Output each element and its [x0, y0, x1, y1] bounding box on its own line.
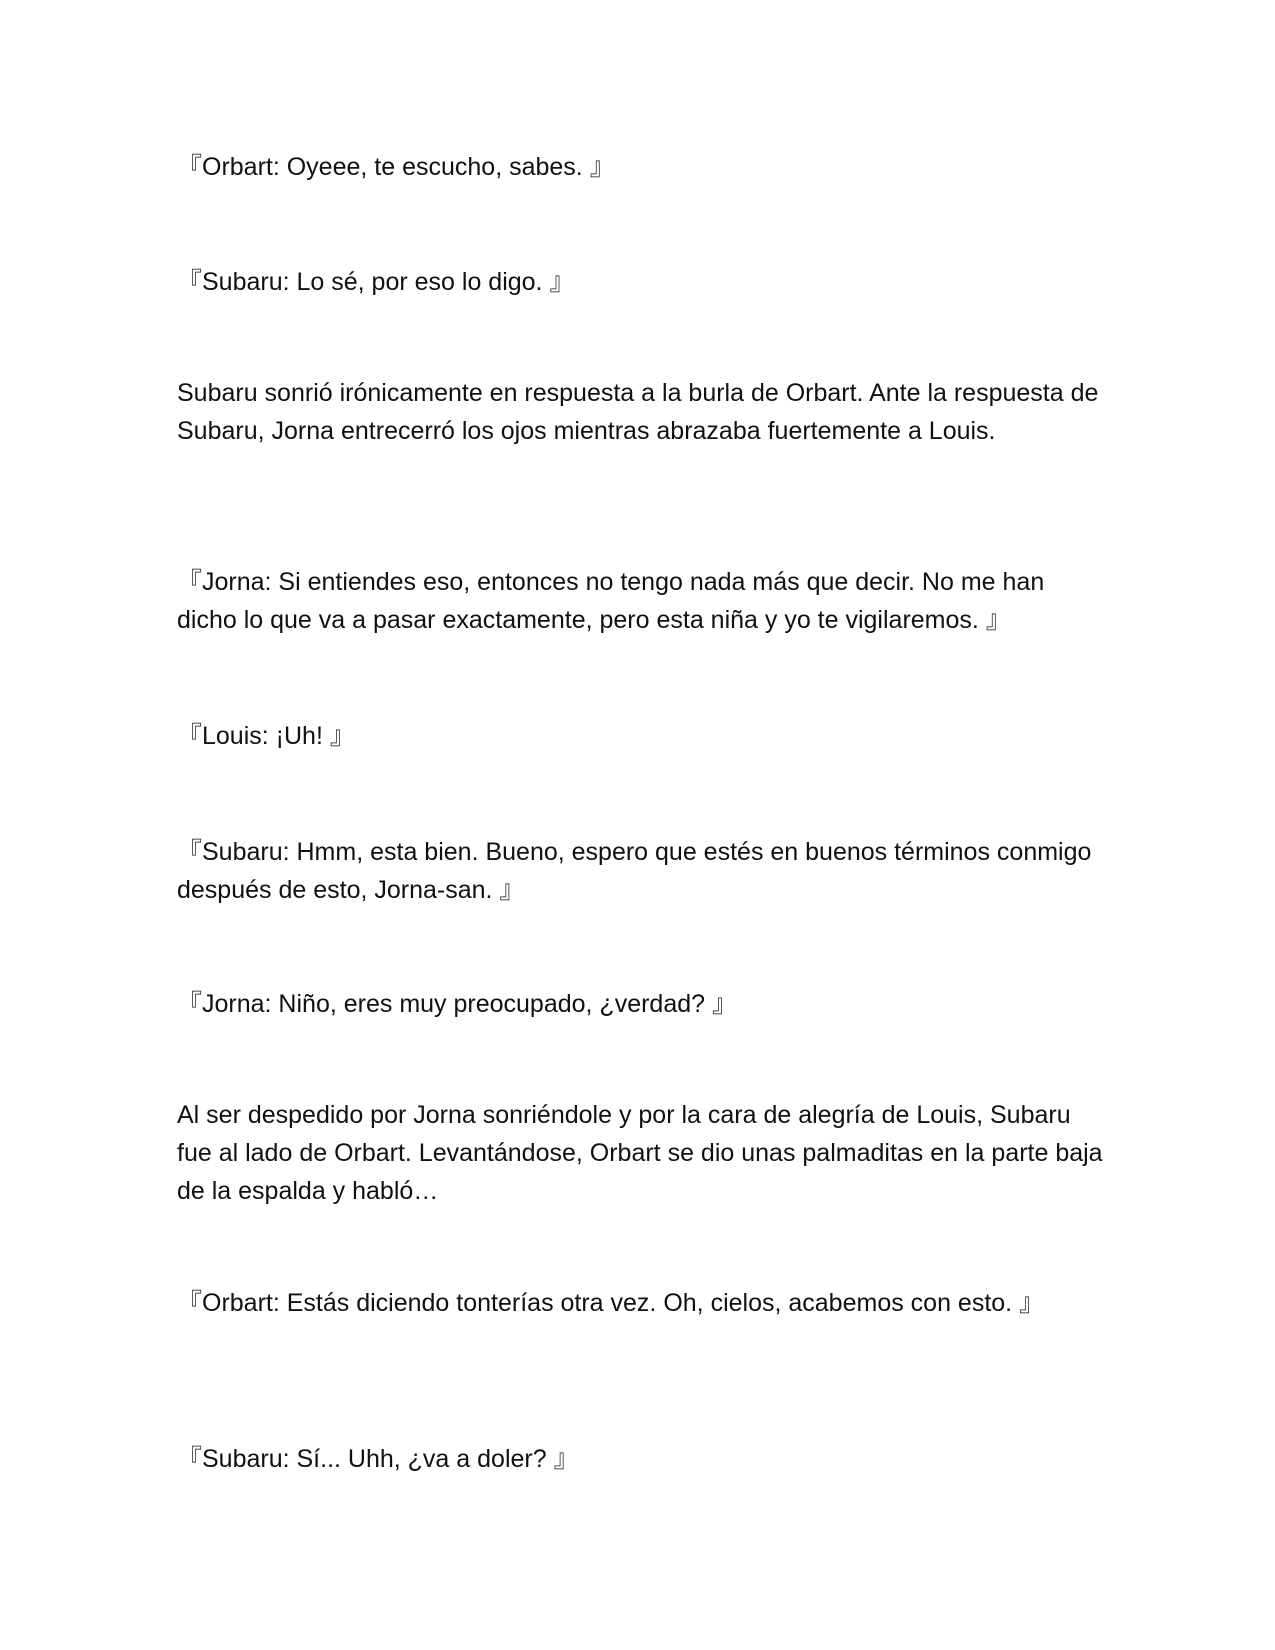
dialogue-louis-1: 『Louis: ¡Uh! 』 — [177, 722, 355, 750]
narration-paragraph-2: Al ser despedido por Jorna sonriéndole y por la cara de alegría de Louis, Subaru fue al lado de Orbart. Levantándose, Orbart se dio unas palmaditas en la parte baja de la espalda y habló… — [177, 1101, 1110, 1205]
dialogue-subaru-2: 『Subaru: Hmm, esta bien. Bueno, espero que estés en buenos términos conmigo después de esto, Jorna-san. 』 — [177, 838, 1099, 904]
narration-paragraph-1: Subaru sonrió irónicamente en respuesta a la burla de Orbart. Ante la respuesta de Subaru, Jorna entrecerró los ojos mientras abrazaba fuertemente a Louis. — [177, 379, 1106, 445]
dialogue-jorna-1: 『Jorna: Si entiendes eso, entonces no tengo nada más que decir. No me han dicho lo que va a pasar exactamente, pero esta niña y yo te vigilaremos. 』 — [177, 568, 1052, 634]
dialogue-subaru-1: 『Subaru: Lo sé, por eso lo digo. 』 — [177, 268, 575, 296]
dialogue-subaru-3: 『Subaru: Sí... Uhh, ¿va a doler? 』 — [177, 1445, 579, 1473]
dialogue-jorna-2: 『Jorna: Niño, eres muy preocupado, ¿verdad? 』 — [177, 990, 737, 1018]
dialogue-orbart-1: 『Orbart: Oyeee, te escucho, sabes. 』 — [177, 153, 615, 181]
dialogue-orbart-2: 『Orbart: Estás diciendo tonterías otra vez. Oh, cielos, acabemos con esto. 』 — [177, 1289, 1045, 1317]
